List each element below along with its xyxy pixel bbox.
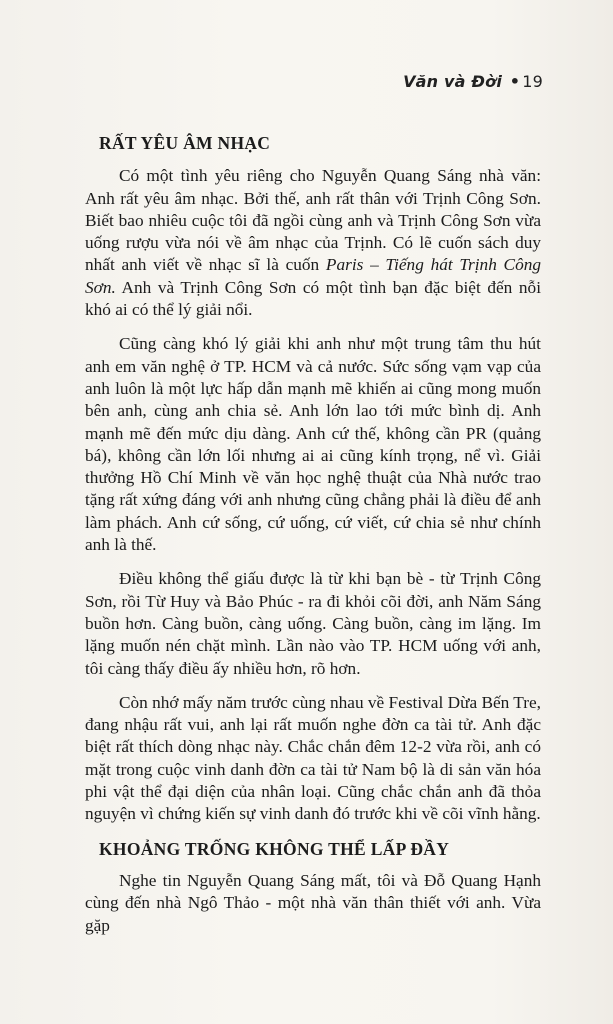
paragraph: Còn nhớ mấy năm trước cùng nhau về Festival Dừa Bến Tre, đang nhậu rất vui, anh lại rất muốn nghe đờn ca tài tử. Anh đặc biệt rất thích dòng nhạc này. Chắc chắn đêm 12-2 vừa rồi, anh có mặt trong cuộc vinh danh đờn ca tài tử Nam bộ là di sản văn hóa phi vật thể đại diện của nhân loại. Cũng chắc chắn anh đã thỏa nguyện vì chứng kiến sự vinh danh đó trước khi về cõi vĩnh hằng. xyxy=(85,692,541,824)
book-section-title: Văn và Đời xyxy=(403,72,503,91)
header-separator: • xyxy=(509,72,521,91)
running-header xyxy=(403,72,543,91)
paragraph: Điều không thể giấu được là từ khi bạn bè - từ Trịnh Công Sơn, rồi Từ Huy và Bảo Phúc - ra đi khỏi cõi đời, anh Năm Sáng buồn hơn. Càng buồn, càng uống. Càng buồn, càng im lặng. Im lặng muốn nén chặt mình. Lần nào vào TP. HCM uống với anh, tôi càng thấy điều ấy nhiều hơn, rõ hơn. xyxy=(85,569,541,678)
paragraph xyxy=(85,165,541,321)
book-title-italic: Paris – Tiếng hát Trịnh Công Sơn. xyxy=(85,255,541,297)
paragraph-text: Anh và Trịnh Công Sơn có một tình bạn đặc biệt đến nỗi khó ai có thể lý giải nổi. xyxy=(85,277,541,320)
section-heading: RẤT YÊU ÂM NHẠC xyxy=(99,133,271,153)
paragraph: Nghe tin Nguyễn Quang Sáng mất, tôi và Đỗ Quang Hạnh cùng đến nhà Ngô Thảo - một nhà văn thân thiết với anh. Vừa gặp xyxy=(85,870,541,935)
paragraph-text: Có một tình yêu riêng cho Nguyễn Quang Sáng nhà văn: Anh rất yêu âm nhạc. Bởi thế, anh rất thân với Trịnh Công Sơn. Biết bao nhiêu cuộc tôi đã ngồi cùng anh và Trịnh Công Sơn vừa uống rượu vừa nói về âm nhạc của Trịnh. Có lẽ cuốn sách duy nhất anh viết về nhạc sĩ là cuốn xyxy=(85,166,541,275)
page-number: 19 xyxy=(522,72,543,91)
paragraph: Cũng càng khó lý giải khi anh như một trung tâm thu hút anh em văn nghệ ở TP. HCM và cả nước. Sức sống vạm vạp của anh luôn là một lực hấp dẫn mạnh mẽ khiến ai cũng mong muốn bên anh, cùng anh chia sẻ. Anh lớn lao tới mức bình dị. Anh mạnh mẽ đến mức dịu dàng. Anh cứ thế, không cần PR (quảng bá), không cần lớn lối nhưng ai ai cũng kính trọng, nể vì. Giải thưởng Hồ Chí Minh về văn học nghệ thuật của Nhà nước trao tặng rất xứng đáng với anh nhưng cũng chẳng phải là điều để anh làm phách. Anh cứ sống, cứ uống, cứ viết, cứ chia sẻ như chính anh là thế. xyxy=(85,334,541,555)
page-body xyxy=(85,132,541,949)
section-heading: KHOẢNG TRỐNG KHÔNG THỂ LẤP ĐẦY xyxy=(99,838,450,859)
